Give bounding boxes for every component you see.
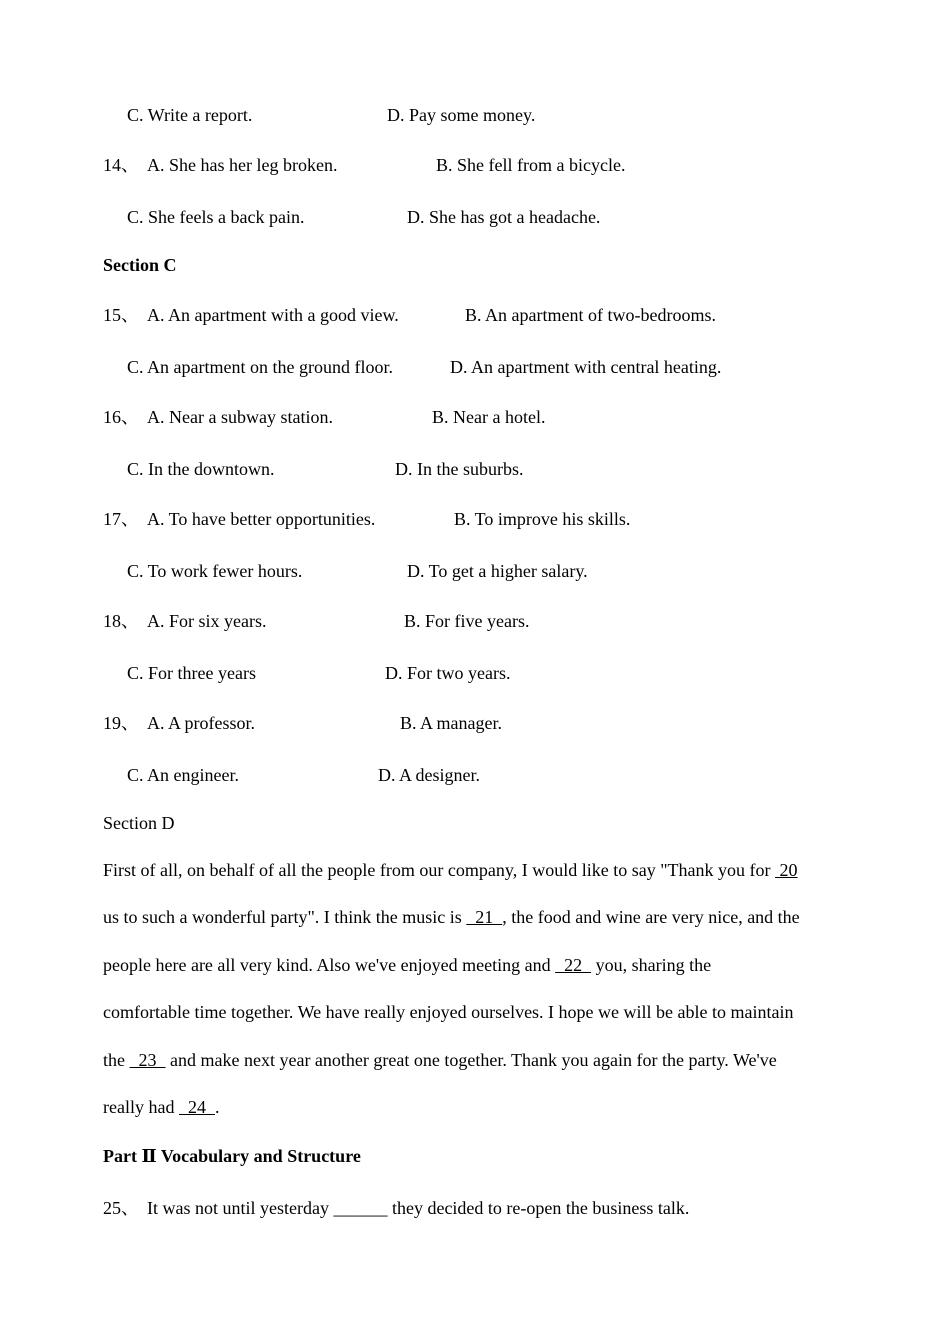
- passage-line-4: comfortable time together. We have really enjoyed ourselves. I hope we will be able to maintain: [103, 1002, 794, 1022]
- blank-20: 20: [775, 860, 798, 880]
- section-c-heading: Section C: [103, 255, 177, 275]
- passage-text: you, sharing the: [591, 955, 712, 975]
- passage-line-6: [103, 1096, 219, 1118]
- q16-option-a: A. Near a subway station.: [147, 407, 333, 427]
- q14-number: 14、: [103, 155, 139, 175]
- blank-22: 22: [555, 955, 592, 975]
- q16-option-b: B. Near a hotel.: [432, 407, 546, 427]
- q25-text: It was not until yesterday ______ they decided to re-open the business talk.: [147, 1198, 690, 1218]
- q17-number: 17、: [103, 509, 139, 529]
- q18-number: 18、: [103, 611, 139, 631]
- q19-option-c: C. An engineer.: [127, 765, 239, 785]
- q17-option-a: A. To have better opportunities.: [147, 509, 376, 529]
- q17-option-d: D. To get a higher salary.: [407, 561, 588, 581]
- q15-option-a: A. An apartment with a good view.: [147, 305, 399, 325]
- q18-option-c: C. For three years: [127, 663, 256, 683]
- q15-option-d: D. An apartment with central heating.: [450, 357, 722, 377]
- q17-option-b: B. To improve his skills.: [454, 509, 631, 529]
- q14-option-a: A. She has her leg broken.: [147, 155, 338, 175]
- passage-line-2: [103, 906, 800, 928]
- q16-option-d: D. In the suburbs.: [395, 459, 524, 479]
- passage-line-3: [103, 954, 711, 976]
- passage-text: people here are all very kind. Also we've enjoyed meeting and: [103, 955, 556, 975]
- q15-number: 15、: [103, 305, 139, 325]
- blank-24: 24: [178, 1097, 215, 1117]
- passage-line-5: [103, 1049, 777, 1071]
- q13-option-c: C. Write a report.: [127, 105, 253, 125]
- q14-option-c: C. She feels a back pain.: [127, 207, 305, 227]
- passage-text: us to such a wonderful party". I think the music is: [103, 907, 467, 927]
- q15-option-c: C. An apartment on the ground floor.: [127, 357, 393, 377]
- part-2-heading: Part Ⅱ Vocabulary and Structure: [103, 1146, 361, 1166]
- q19-option-d: D. A designer.: [378, 765, 480, 785]
- q15-option-b: B. An apartment of two-bedrooms.: [465, 305, 716, 325]
- q14-option-b: B. She fell from a bicycle.: [436, 155, 626, 175]
- q19-option-b: B. A manager.: [400, 713, 502, 733]
- section-d-heading: Section D: [103, 813, 175, 833]
- passage-text: really had: [103, 1097, 179, 1117]
- q19-option-a: A. A professor.: [147, 713, 255, 733]
- passage-text: .: [214, 1097, 220, 1117]
- blank-23: 23: [129, 1050, 166, 1070]
- q18-option-b: B. For five years.: [404, 611, 530, 631]
- blank-21: 21: [466, 907, 503, 927]
- passage-text: First of all, on behalf of all the people from our company, I would like to say "Thank you for: [103, 860, 776, 880]
- q18-option-a: A. For six years.: [147, 611, 267, 631]
- q14-option-d: D. She has got a headache.: [407, 207, 601, 227]
- passage-text: the: [103, 1050, 130, 1070]
- q13-option-d: D. Pay some money.: [387, 105, 536, 125]
- passage-text: , the food and wine are very nice, and the: [502, 907, 800, 927]
- q16-number: 16、: [103, 407, 139, 427]
- q25-number: 25、: [103, 1198, 139, 1218]
- q17-option-c: C. To work fewer hours.: [127, 561, 303, 581]
- passage-text: and make next year another great one together. Thank you again for the party. We've: [165, 1050, 777, 1070]
- q18-option-d: D. For two years.: [385, 663, 511, 683]
- q19-number: 19、: [103, 713, 139, 733]
- q16-option-c: C. In the downtown.: [127, 459, 275, 479]
- passage-line-1: [103, 859, 798, 881]
